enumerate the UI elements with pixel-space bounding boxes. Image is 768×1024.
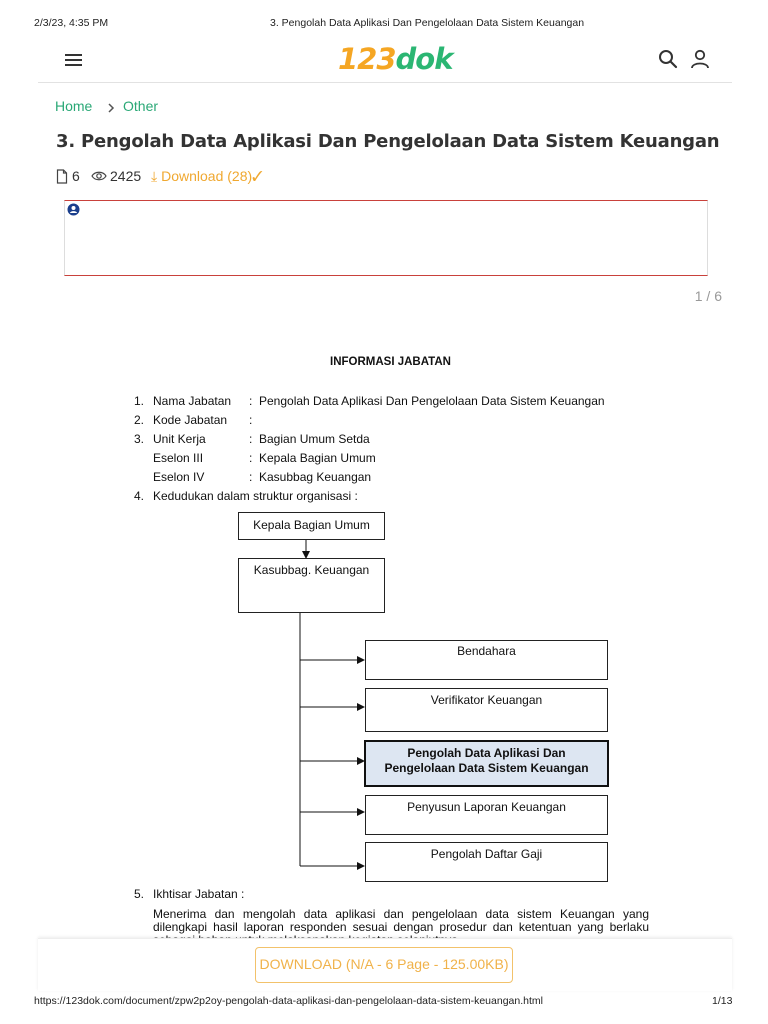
menu-icon[interactable] bbox=[64, 52, 84, 68]
breadcrumb-other[interactable]: Other bbox=[123, 98, 159, 114]
item-2-label: Kode Jabatan bbox=[153, 413, 228, 427]
org-box-kepala-label: Kepala Bagian Umum bbox=[253, 518, 370, 532]
check-icon: ✓ bbox=[252, 168, 263, 184]
item-1-sep: : bbox=[249, 394, 253, 408]
download-link[interactable] bbox=[151, 168, 263, 185]
breadcrumb-home[interactable]: Home bbox=[55, 98, 93, 114]
download-icon: ⤓ bbox=[151, 168, 158, 184]
org-box-kepala bbox=[238, 512, 385, 540]
eye-icon bbox=[91, 170, 107, 182]
item-1-num: 1. bbox=[134, 394, 145, 408]
print-page-number: 1/13 bbox=[712, 995, 733, 1007]
download-label: Download (28) bbox=[161, 168, 253, 184]
org-box-pengolah-data-line1: Pengolah Data Aplikasi Dan bbox=[407, 746, 566, 760]
user-icon[interactable] bbox=[690, 49, 710, 69]
item-2-num: 2. bbox=[134, 413, 145, 427]
document-title: 3. Pengolah Data Aplikasi Dan Pengelolaan Data Sistem Keuangan bbox=[56, 131, 720, 152]
item-5-num: 5. bbox=[134, 887, 145, 901]
page-icon bbox=[56, 169, 68, 184]
search-icon[interactable] bbox=[658, 49, 678, 69]
print-page-title: 3. Pengolah Data Aplikasi Dan Pengelolaan Data Sistem Keuangan bbox=[270, 17, 585, 29]
org-box-kasubbag-label: Kasubbag. Keuangan bbox=[253, 563, 370, 577]
print-url: https://123dok.com/document/zpw2p2oy-pengolah-data-aplikasi-dan-pengelolaan-data-sistem-keuangan.html bbox=[34, 995, 543, 1007]
org-box-penyusun bbox=[365, 795, 608, 835]
top-navbar bbox=[38, 40, 732, 83]
org-box-verifikator bbox=[365, 688, 608, 732]
item-1-label: Nama Jabatan bbox=[153, 394, 232, 408]
logo-part-2: dok bbox=[395, 42, 453, 76]
item-3-num: 3. bbox=[134, 432, 145, 446]
org-box-daftar-gaji bbox=[365, 842, 608, 882]
document-page bbox=[52, 310, 712, 950]
download-bar bbox=[38, 938, 732, 991]
org-box-kasubbag bbox=[238, 558, 385, 613]
item-3-value: Bagian Umum Setda bbox=[259, 432, 370, 446]
org-box-penyusun-label: Penyusun Laporan Keuangan bbox=[407, 800, 566, 814]
shield-icon[interactable] bbox=[67, 203, 80, 216]
view-count: 2425 bbox=[110, 168, 142, 184]
item-eselon4-value: Kasubbag Keuangan bbox=[259, 470, 372, 484]
page-indicator: 1 / 6 bbox=[694, 288, 722, 304]
item-4-num: 4. bbox=[134, 489, 145, 503]
org-box-verifikator-label: Verifikator Keuangan bbox=[430, 693, 543, 707]
org-box-pengolah-data bbox=[364, 740, 609, 787]
item-3-sep: : bbox=[249, 432, 253, 446]
org-box-daftar-gaji-label: Pengolah Daftar Gaji bbox=[430, 847, 543, 861]
para-line-1: Menerima dan mengolah data aplikasi dan pengelolaan data sistem Keuangan yang bbox=[153, 907, 649, 921]
item-eselon4-sep: : bbox=[249, 470, 253, 484]
item-eselon3-label: Eselon III bbox=[153, 451, 204, 465]
chevron-right-icon bbox=[106, 102, 116, 114]
item-eselon3-value: Kepala Bagian Umum bbox=[259, 451, 376, 465]
item-eselon3-sep: : bbox=[249, 451, 253, 465]
site-logo[interactable] bbox=[338, 42, 453, 76]
page-count: 6 bbox=[72, 168, 80, 184]
item-4-label: Kedudukan dalam struktur organisasi : bbox=[153, 489, 358, 503]
org-box-pengolah-data-line2: Pengelolaan Data Sistem Keuangan bbox=[384, 761, 589, 775]
org-box-bendahara bbox=[365, 640, 608, 680]
item-5-label: Ikhtisar Jabatan : bbox=[153, 887, 245, 901]
print-datetime: 2/3/23, 4:35 PM bbox=[34, 17, 109, 29]
org-box-bendahara-label: Bendahara bbox=[457, 644, 516, 658]
para-line-2: dilengkapi hasil laporan responden sesuai dengan prosedur dan ketentuan yang berlaku bbox=[153, 920, 649, 934]
item-eselon4-label: Eselon IV bbox=[153, 470, 205, 484]
doc-heading: INFORMASI JABATAN bbox=[330, 356, 451, 368]
item-3-label: Unit Kerja bbox=[153, 432, 206, 446]
download-button[interactable]: DOWNLOAD (N/A - 6 Page - 125.00KB) bbox=[255, 947, 513, 983]
logo-part-1: 123 bbox=[338, 42, 396, 76]
ad-banner[interactable] bbox=[64, 200, 708, 276]
item-2-sep: : bbox=[249, 413, 253, 427]
item-1-value: Pengolah Data Aplikasi Dan Pengelolaan Data Sistem Keuangan bbox=[259, 394, 605, 408]
